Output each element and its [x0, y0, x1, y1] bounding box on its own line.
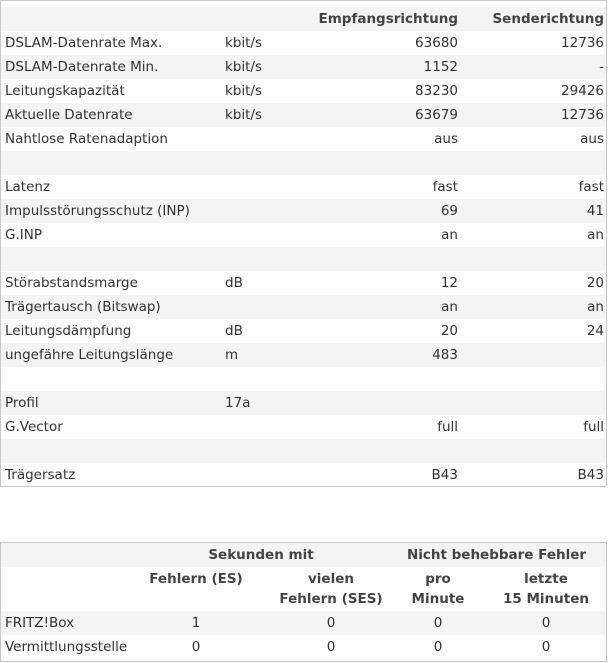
header-crc: Nicht behebbare Fehler — [406, 547, 587, 563]
row-label: Leitungsdämpfung — [5, 323, 132, 339]
row-label: G.Vector — [5, 419, 63, 435]
row-rx-value: B43 — [431, 467, 458, 483]
dsl-row — [1, 295, 606, 319]
row-tx-value: an — [587, 227, 604, 243]
row-tx-value: an — [587, 299, 604, 315]
dsl-row — [1, 343, 606, 367]
header-sekunden-mit: Sekunden mit — [208, 547, 314, 563]
row-rx-value: an — [441, 227, 458, 243]
dsl-header-row — [1, 7, 606, 31]
row-rx-value: an — [441, 299, 458, 315]
row-unit: kbit/s — [225, 35, 263, 51]
header-senderichtung: Senderichtung — [492, 11, 604, 27]
error-value-ses: 0 — [326, 615, 336, 631]
dsl-row — [1, 439, 606, 463]
error-table — [0, 542, 607, 662]
row-tx-value: 12736 — [561, 107, 604, 123]
row-label: Nahtlose Ratenadaption — [5, 131, 168, 147]
dsl-row — [1, 55, 606, 79]
header-ses-line2: Fehlern (SES) — [279, 591, 383, 607]
dsl-row — [1, 31, 606, 55]
row-label: Latenz — [5, 179, 51, 195]
row-label: DSLAM-Datenrate Min. — [5, 59, 159, 75]
row-unit: 17a — [225, 395, 251, 411]
error-value-m15: 0 — [541, 639, 551, 655]
dsl-row — [1, 391, 606, 415]
row-tx-value: full — [583, 419, 604, 435]
row-rx-value: 483 — [432, 347, 458, 363]
row-label: G.INP — [5, 227, 42, 243]
row-unit: kbit/s — [225, 83, 263, 99]
error-row-label: FRITZ!Box — [5, 615, 75, 631]
dsl-row — [1, 463, 606, 487]
row-unit: kbit/s — [225, 59, 263, 75]
row-label: Störabstandsmarge — [5, 275, 138, 291]
error-header-row-1 — [1, 543, 606, 567]
header-pro-minute-line1: pro — [425, 571, 451, 587]
header-15min-line2: 15 Minuten — [503, 591, 589, 607]
row-rx-value: fast — [432, 179, 458, 195]
row-tx-value: aus — [580, 131, 604, 147]
row-label: Profil — [5, 395, 39, 411]
row-unit: kbit/s — [225, 107, 263, 123]
error-value-es: 1 — [191, 615, 201, 631]
row-rx-value: 69 — [440, 203, 458, 219]
dsl-row — [1, 127, 606, 151]
row-label: DSLAM-Datenrate Max. — [5, 35, 163, 51]
row-label: ungefähre Leitungslänge — [5, 347, 174, 363]
error-value-m15: 0 — [541, 615, 551, 631]
dsl-row — [1, 367, 606, 391]
error-value-pm: 0 — [433, 639, 443, 655]
dsl-row — [1, 415, 606, 439]
row-unit: dB — [225, 323, 243, 339]
error-value-es: 0 — [191, 639, 201, 655]
dsl-row — [1, 175, 606, 199]
row-tx-value: 41 — [586, 203, 604, 219]
dsl-row — [1, 199, 606, 223]
error-value-ses: 0 — [326, 639, 336, 655]
header-ses-line1: vielen — [308, 571, 354, 587]
dsl-row — [1, 79, 606, 103]
row-label: Trägertausch (Bitswap) — [5, 299, 161, 315]
error-row — [1, 611, 606, 635]
row-rx-value: 63680 — [415, 35, 458, 51]
row-rx-value: full — [437, 419, 458, 435]
row-tx-value: - — [599, 59, 604, 75]
dsl-row — [1, 319, 606, 343]
error-value-pm: 0 — [433, 615, 443, 631]
dsl-row — [1, 151, 606, 175]
row-rx-value: 20 — [440, 323, 458, 339]
row-tx-value: 12736 — [561, 35, 604, 51]
row-tx-value: fast — [578, 179, 604, 195]
error-row-label: Vermittlungsstelle — [5, 639, 128, 655]
row-tx-value: 20 — [586, 275, 604, 291]
row-rx-value: aus — [434, 131, 458, 147]
row-tx-value: 24 — [586, 323, 604, 339]
row-rx-value: 1152 — [423, 59, 458, 75]
dsl-row — [1, 223, 606, 247]
row-tx-value: B43 — [577, 467, 604, 483]
row-label: Leitungskapazität — [5, 83, 125, 99]
row-rx-value: 83230 — [415, 83, 458, 99]
row-rx-value: 12 — [440, 275, 458, 291]
dsl-row — [1, 103, 606, 127]
error-row — [1, 635, 606, 659]
row-unit: m — [225, 347, 239, 363]
error-header-row-2 — [1, 567, 606, 611]
row-rx-value: 63679 — [415, 107, 458, 123]
dsl-row — [1, 271, 606, 295]
header-pro-minute-line2: Minute — [411, 591, 465, 607]
dsl-row — [1, 247, 606, 271]
row-unit: dB — [225, 275, 243, 291]
header-15min-line1: letzte — [524, 571, 568, 587]
header-es: Fehlern (ES) — [149, 571, 243, 587]
row-label: Impulsstörungsschutz (INP) — [5, 203, 190, 219]
header-empfangsrichtung: Empfangsrichtung — [318, 11, 458, 27]
row-label: Trägersatz — [5, 467, 76, 483]
row-tx-value: 29426 — [561, 83, 604, 99]
row-label: Aktuelle Datenrate — [5, 107, 133, 123]
